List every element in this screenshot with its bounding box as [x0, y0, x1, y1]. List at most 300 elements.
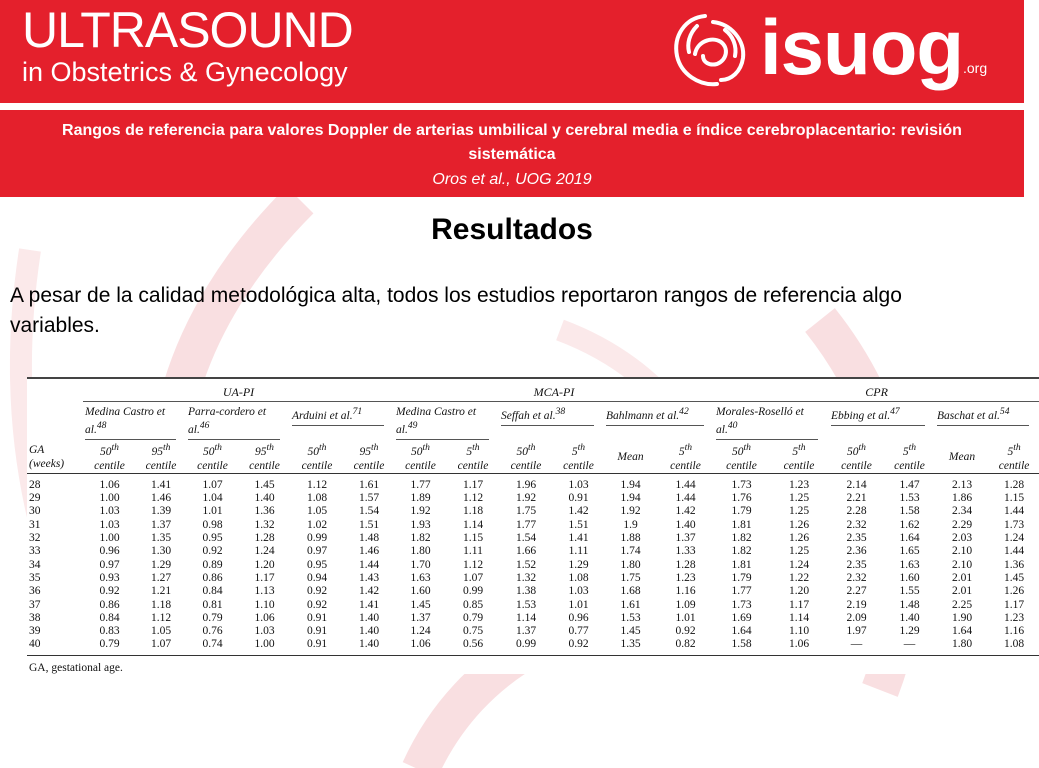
value-cell: 1.64 [951, 625, 973, 638]
value-cell: 1.73 [731, 478, 752, 491]
journal-header [0, 0, 1024, 103]
column-header: 5th centile [769, 441, 829, 473]
header-divider [0, 103, 1024, 110]
value-cell: 1.12 [306, 478, 328, 491]
value-cell: 0.92 [99, 585, 120, 598]
value-cell: 1.75 [515, 505, 537, 518]
value-cell: 1.37 [150, 518, 172, 531]
value-cell: 1.64 [899, 532, 920, 545]
value-cell: 1.77 [731, 585, 752, 598]
column-header: 95th centile [136, 441, 186, 473]
value-cell: 0.81 [202, 598, 223, 611]
value-cell: 1.94 [620, 478, 641, 491]
value-cell: 2.13 [951, 478, 973, 491]
value-cell: 1.73 [731, 598, 752, 611]
ga-cell: 33 [29, 545, 41, 558]
value-cell: 1.64 [731, 625, 752, 638]
value-cell: 1.41 [568, 532, 589, 545]
value-cell: 1.26 [1004, 585, 1025, 598]
value-cell: 1.01 [568, 598, 589, 611]
column-header: 50th centile [394, 441, 447, 473]
value-cell: 1.23 [1004, 611, 1025, 624]
section-title: Resultados [431, 213, 593, 246]
value-cell: 1.45 [620, 625, 641, 638]
value-cell: — [829, 638, 884, 655]
value-cell: — [884, 638, 935, 655]
value-cell: 1.11 [463, 545, 483, 558]
value-cell: 1.24 [254, 545, 275, 558]
column-header: 5th centile [989, 441, 1039, 473]
value-cell: 1.53 [515, 598, 537, 611]
column-header: 50th centile [829, 441, 884, 473]
value-cell: 1.25 [788, 505, 810, 518]
value-cell: 1.74 [620, 545, 641, 558]
value-cell: 1.13 [254, 585, 275, 598]
value-cell: 1.38 [515, 585, 537, 598]
value-cell: 1.53 [620, 611, 641, 624]
value-cell: 0.96 [568, 611, 589, 624]
value-cell: 1.97 [846, 625, 867, 638]
value-cell: 0.91 [306, 611, 328, 624]
value-cell: 2.35 [846, 558, 867, 571]
value-cell: 1.48 [899, 598, 920, 611]
value-cell: 1.79 [731, 571, 752, 584]
body-paragraph: A pesar de la calidad metodológica alta, todos los estudios reportaron rangos de referencia algo variables. [10, 284, 902, 337]
value-cell: 2.34 [951, 505, 973, 518]
value-cell: 1.80 [410, 545, 431, 558]
value-cell: 1.29 [899, 625, 920, 638]
value-cell: 1.45 [410, 598, 431, 611]
value-cell: 1.27 [150, 571, 172, 584]
value-cell: 1.44 [1004, 545, 1025, 558]
value-cell: 1.08 [568, 571, 589, 584]
value-cell: 2.29 [951, 518, 973, 531]
value-cell: 1.07 [136, 638, 186, 655]
value-cell: 1.44 [675, 478, 696, 491]
value-cell: 1.18 [462, 505, 484, 518]
value-cell: 1.46 [150, 492, 172, 505]
value-cell: 1.04 [202, 492, 223, 505]
value-cell: 1.03 [99, 518, 120, 531]
value-cell: 1.54 [515, 532, 537, 545]
value-cell: 1.17 [1004, 598, 1025, 611]
value-cell: 1.40 [358, 625, 380, 638]
value-cell: 1.70 [410, 558, 431, 571]
value-cell: 2.14 [846, 478, 867, 491]
value-cell: 1.79 [731, 505, 752, 518]
value-cell: 1.02 [306, 518, 328, 531]
value-cell: 1.16 [1004, 625, 1025, 638]
value-cell: 1.24 [788, 558, 810, 571]
value-cell: 1.57 [358, 492, 380, 505]
value-cell: 1.90 [951, 611, 973, 624]
isuog-emblem-icon [667, 8, 755, 96]
value-cell: 1.42 [568, 505, 589, 518]
table-row [27, 532, 1039, 545]
table-row [27, 585, 1039, 598]
column-header: 50th centile [714, 441, 769, 473]
table-column-header-row [27, 441, 1039, 473]
value-cell: 1.89 [410, 492, 431, 505]
study-header: Bahlmann et al.$^{42}$ [604, 402, 714, 442]
value-cell: 0.86 [99, 598, 120, 611]
column-header: 50th centile [83, 441, 136, 473]
table-row [27, 638, 1039, 655]
table-row [27, 473, 1039, 492]
table-row [27, 559, 1039, 572]
table-row [27, 505, 1039, 518]
paper-title: Rangos de referencia para valores Doppler de arterias umbilical y cerebral media e índice cerebroplacentario: revisión sistemática [62, 122, 962, 163]
value-cell: 0.77 [568, 625, 589, 638]
value-cell: 1.81 [731, 558, 752, 571]
value-cell: 1.60 [410, 585, 431, 598]
value-cell: 1.29 [568, 558, 589, 571]
column-header: 95th centile [344, 441, 394, 473]
study-header: Arduini et al.$^{71}$ [290, 402, 394, 442]
value-cell: 1.12 [462, 492, 484, 505]
value-cell: 1.51 [358, 518, 380, 531]
value-cell: 1.36 [254, 505, 275, 518]
value-cell: 1.55 [899, 585, 920, 598]
value-cell: 1.35 [604, 638, 657, 655]
value-cell: 1.66 [515, 545, 537, 558]
value-cell: 1.88 [620, 532, 641, 545]
value-cell: 1.14 [462, 518, 484, 531]
value-cell: 0.92 [553, 638, 604, 655]
value-cell: 1.47 [899, 478, 920, 491]
value-cell: 2.10 [951, 558, 973, 571]
value-cell: 1.44 [675, 492, 696, 505]
value-cell: 0.84 [202, 585, 223, 598]
value-cell: 1.82 [731, 545, 752, 558]
value-cell: 1.03 [254, 625, 275, 638]
value-cell: 1.30 [150, 545, 172, 558]
value-cell: 1.32 [254, 518, 275, 531]
value-cell: 0.89 [202, 558, 223, 571]
value-cell: 1.96 [515, 478, 537, 491]
value-cell: 2.32 [846, 518, 867, 531]
value-cell: 1.92 [410, 505, 431, 518]
value-cell: 2.28 [846, 505, 867, 518]
ga-cell: 36 [29, 585, 41, 598]
value-cell: 1.48 [358, 532, 380, 545]
value-cell: 1.29 [150, 558, 172, 571]
value-cell: 1.17 [254, 571, 275, 584]
group-header: UA-PI [83, 384, 394, 402]
value-cell: 1.24 [410, 625, 431, 638]
value-cell: 0.79 [202, 611, 223, 624]
value-cell: 1.26 [788, 518, 810, 531]
value-cell: 1.07 [202, 478, 223, 491]
value-cell: 0.95 [202, 532, 223, 545]
value-cell: 1.58 [899, 505, 920, 518]
column-header: 50th centile [290, 441, 344, 473]
value-cell: 0.92 [306, 598, 328, 611]
value-cell: 1.06 [394, 638, 447, 655]
value-cell: 0.74 [186, 638, 239, 655]
value-cell: 1.37 [675, 532, 696, 545]
table-group-header-row [27, 384, 1039, 402]
value-cell: 1.01 [675, 611, 696, 624]
value-cell: 1.15 [462, 532, 484, 545]
ga-cell: 35 [29, 571, 41, 584]
column-header: 5th centile [553, 441, 604, 473]
column-header: Mean [604, 441, 657, 473]
value-cell: 2.36 [846, 545, 867, 558]
study-header: Baschat et al.$^{54}$ [935, 402, 1039, 442]
ga-cell: 37 [29, 598, 41, 611]
value-cell: 1.42 [358, 585, 380, 598]
value-cell: 1.33 [675, 545, 696, 558]
value-cell: 0.83 [99, 625, 120, 638]
value-cell: 1.06 [769, 638, 829, 655]
value-cell: 1.40 [358, 611, 380, 624]
value-cell: 1.40 [344, 638, 394, 655]
ga-cell: 28 [29, 478, 41, 491]
value-cell: 1.93 [410, 518, 431, 531]
value-cell: 1.40 [899, 611, 920, 624]
value-cell: 1.82 [731, 532, 752, 545]
value-cell: 0.92 [202, 545, 223, 558]
study-header: Ebbing et al.$^{47}$ [829, 402, 935, 442]
value-cell: 1.00 [239, 638, 290, 655]
column-header: Mean [935, 441, 989, 473]
value-cell: 1.73 [1004, 518, 1025, 531]
journal-title: ULTRASOUND [22, 2, 353, 58]
value-cell: 1.62 [899, 518, 920, 531]
value-cell: 1.28 [1004, 478, 1025, 491]
value-cell: 0.99 [499, 638, 553, 655]
column-header: 5th centile [657, 441, 714, 473]
value-cell: 1.61 [620, 598, 641, 611]
ga-cell: 31 [29, 518, 41, 531]
value-cell: 0.91 [290, 638, 344, 655]
value-cell: 1.06 [254, 611, 275, 624]
value-cell: 1.92 [515, 492, 537, 505]
value-cell: 0.99 [462, 585, 484, 598]
value-cell: 0.91 [568, 492, 589, 505]
value-cell: 1.37 [410, 611, 431, 624]
value-cell: 1.76 [731, 492, 752, 505]
value-cell: 0.98 [202, 518, 223, 531]
journal-subtitle: in Obstetrics & Gynecology [22, 57, 348, 87]
table-row [27, 572, 1039, 585]
value-cell: 1.81 [731, 518, 752, 531]
value-cell: 2.21 [846, 492, 867, 505]
value-cell: 1.46 [358, 545, 380, 558]
value-cell: 2.19 [846, 598, 867, 611]
value-cell: 1.80 [620, 558, 641, 571]
value-cell: 1.41 [150, 478, 172, 491]
value-cell: 1.03 [568, 585, 589, 598]
value-cell: 1.58 [714, 638, 769, 655]
value-cell: 1.28 [254, 532, 275, 545]
isuog-wordmark: isuog [760, 3, 963, 91]
value-cell: 2.01 [951, 585, 973, 598]
value-cell: 1.00 [99, 532, 120, 545]
value-cell: 2.27 [846, 585, 867, 598]
isuog-logo [665, 5, 1005, 100]
value-cell: 1.45 [1004, 571, 1025, 584]
value-cell: 2.03 [951, 532, 973, 545]
value-cell: 1.94 [620, 492, 641, 505]
value-cell: 1.28 [675, 558, 696, 571]
value-cell: 1.26 [788, 532, 810, 545]
value-cell: 1.10 [788, 625, 810, 638]
ga-cell: 38 [29, 611, 41, 624]
value-cell: 1.01 [202, 505, 223, 518]
value-cell: 1.41 [358, 598, 380, 611]
value-cell: 2.32 [846, 571, 867, 584]
value-cell: 1.25 [788, 492, 810, 505]
value-cell: 1.03 [99, 505, 120, 518]
value-cell: 1.40 [254, 492, 275, 505]
value-cell: 1.11 [568, 545, 589, 558]
value-cell: 0.75 [462, 625, 484, 638]
study-header: Morales-Roselló et al.$^{40}$ [714, 402, 829, 442]
value-cell: 1.20 [254, 558, 275, 571]
value-cell: 0.86 [202, 571, 223, 584]
value-cell: 0.79 [83, 638, 136, 655]
value-cell: 1.77 [515, 518, 537, 531]
value-cell: 1.15 [1004, 492, 1025, 505]
column-header: 50th centile [499, 441, 553, 473]
value-cell: 0.95 [306, 558, 328, 571]
paper-citation: Oros et al., UOG 2019 [432, 171, 592, 188]
table-row [27, 545, 1039, 558]
value-cell: 2.35 [846, 532, 867, 545]
ga-cell: 32 [29, 532, 41, 545]
value-cell: 1.16 [675, 585, 696, 598]
value-cell: 1.03 [568, 478, 589, 491]
value-cell: 2.09 [846, 611, 867, 624]
value-cell: 1.82 [410, 532, 431, 545]
value-cell: 0.97 [306, 545, 328, 558]
value-cell: 1.32 [515, 571, 537, 584]
value-cell: 1.23 [788, 478, 810, 491]
study-header: Parra-cordero et al.$^{46}$ [186, 402, 290, 442]
value-cell: 1.39 [150, 505, 172, 518]
value-cell: 1.44 [1004, 505, 1025, 518]
value-cell: 1.40 [675, 518, 696, 531]
value-cell: 1.60 [899, 571, 920, 584]
value-cell: 1.65 [899, 545, 920, 558]
value-cell: 1.10 [254, 598, 275, 611]
value-cell: 1.77 [410, 478, 431, 491]
study-header: Medina Castro et al.$^{49}$ [394, 402, 499, 442]
column-header: 5th centile [447, 441, 499, 473]
value-cell: 1.45 [254, 478, 275, 491]
value-cell: 1.92 [620, 505, 641, 518]
value-cell: 1.14 [515, 611, 537, 624]
table-row [27, 599, 1039, 612]
value-cell: 1.63 [899, 558, 920, 571]
value-cell: 0.92 [675, 625, 696, 638]
value-cell: 1.80 [935, 638, 989, 655]
value-cell: 1.44 [358, 558, 380, 571]
value-cell: 2.01 [951, 571, 973, 584]
value-cell: 1.08 [989, 638, 1039, 655]
ga-cell: 29 [29, 492, 41, 505]
table-footnote: GA, gestational age. [29, 661, 123, 674]
ga-cell: 34 [29, 558, 41, 571]
table-study-header-row [27, 402, 1039, 442]
reference-ranges-table [27, 377, 1030, 674]
value-cell: 0.79 [462, 611, 484, 624]
value-cell: 1.12 [462, 558, 484, 571]
group-header: MCA-PI [394, 384, 714, 402]
value-cell: 1.07 [462, 571, 484, 584]
value-cell: 1.21 [150, 585, 172, 598]
value-cell: 0.94 [306, 571, 328, 584]
value-cell: 1.53 [899, 492, 920, 505]
value-cell: 0.97 [99, 558, 120, 571]
value-cell: 1.00 [99, 492, 120, 505]
value-cell: 0.96 [99, 545, 120, 558]
value-cell: 1.43 [358, 571, 380, 584]
value-cell: 1.12 [150, 611, 172, 624]
value-cell: 0.82 [657, 638, 714, 655]
value-cell: 1.35 [150, 532, 172, 545]
value-cell: 1.63 [410, 571, 431, 584]
table-row [27, 492, 1039, 505]
value-cell: 0.76 [202, 625, 223, 638]
value-cell: 1.25 [788, 545, 810, 558]
value-cell: 1.20 [788, 585, 810, 598]
value-cell: 0.91 [306, 625, 328, 638]
paper-banner [0, 110, 1024, 197]
value-cell: 1.54 [358, 505, 380, 518]
value-cell: 1.18 [150, 598, 172, 611]
value-cell: 1.05 [150, 625, 172, 638]
value-cell: 1.51 [568, 518, 589, 531]
value-cell: 1.86 [951, 492, 973, 505]
value-cell: 1.22 [788, 571, 810, 584]
table-row [27, 612, 1039, 625]
value-cell: 0.92 [306, 585, 328, 598]
value-cell: 1.24 [1004, 532, 1025, 545]
column-header: 5th centile [884, 441, 935, 473]
table-row [27, 519, 1039, 532]
value-cell: 1.69 [731, 611, 752, 624]
value-cell: 1.61 [358, 478, 380, 491]
value-cell: 1.52 [515, 558, 537, 571]
ga-cell: 30 [29, 505, 41, 518]
value-cell: 1.17 [788, 598, 810, 611]
ga-cell: 40 [27, 638, 83, 655]
column-header: 95th centile [239, 441, 290, 473]
isuog-domain-suffix: .org [963, 60, 988, 76]
study-header: Seffah et al.$^{38}$ [499, 402, 604, 442]
study-header: Medina Castro et al.$^{48}$ [83, 402, 186, 442]
value-cell: 1.42 [675, 505, 696, 518]
group-header: CPR [714, 384, 1039, 402]
value-cell: 1.68 [620, 585, 641, 598]
table-row [27, 625, 1039, 638]
value-cell: 0.56 [447, 638, 499, 655]
value-cell: 1.36 [1004, 558, 1025, 571]
value-cell: 1.9 [623, 518, 638, 531]
value-cell: 0.84 [99, 611, 120, 624]
column-header: 50th centile [186, 441, 239, 473]
value-cell: 1.05 [306, 505, 328, 518]
value-cell: 1.75 [620, 571, 641, 584]
ga-column-header: GA (weeks) [27, 441, 83, 473]
value-cell: 1.09 [675, 598, 696, 611]
value-cell: 1.17 [462, 478, 484, 491]
value-cell: 2.25 [951, 598, 973, 611]
ga-cell: 39 [29, 625, 41, 638]
